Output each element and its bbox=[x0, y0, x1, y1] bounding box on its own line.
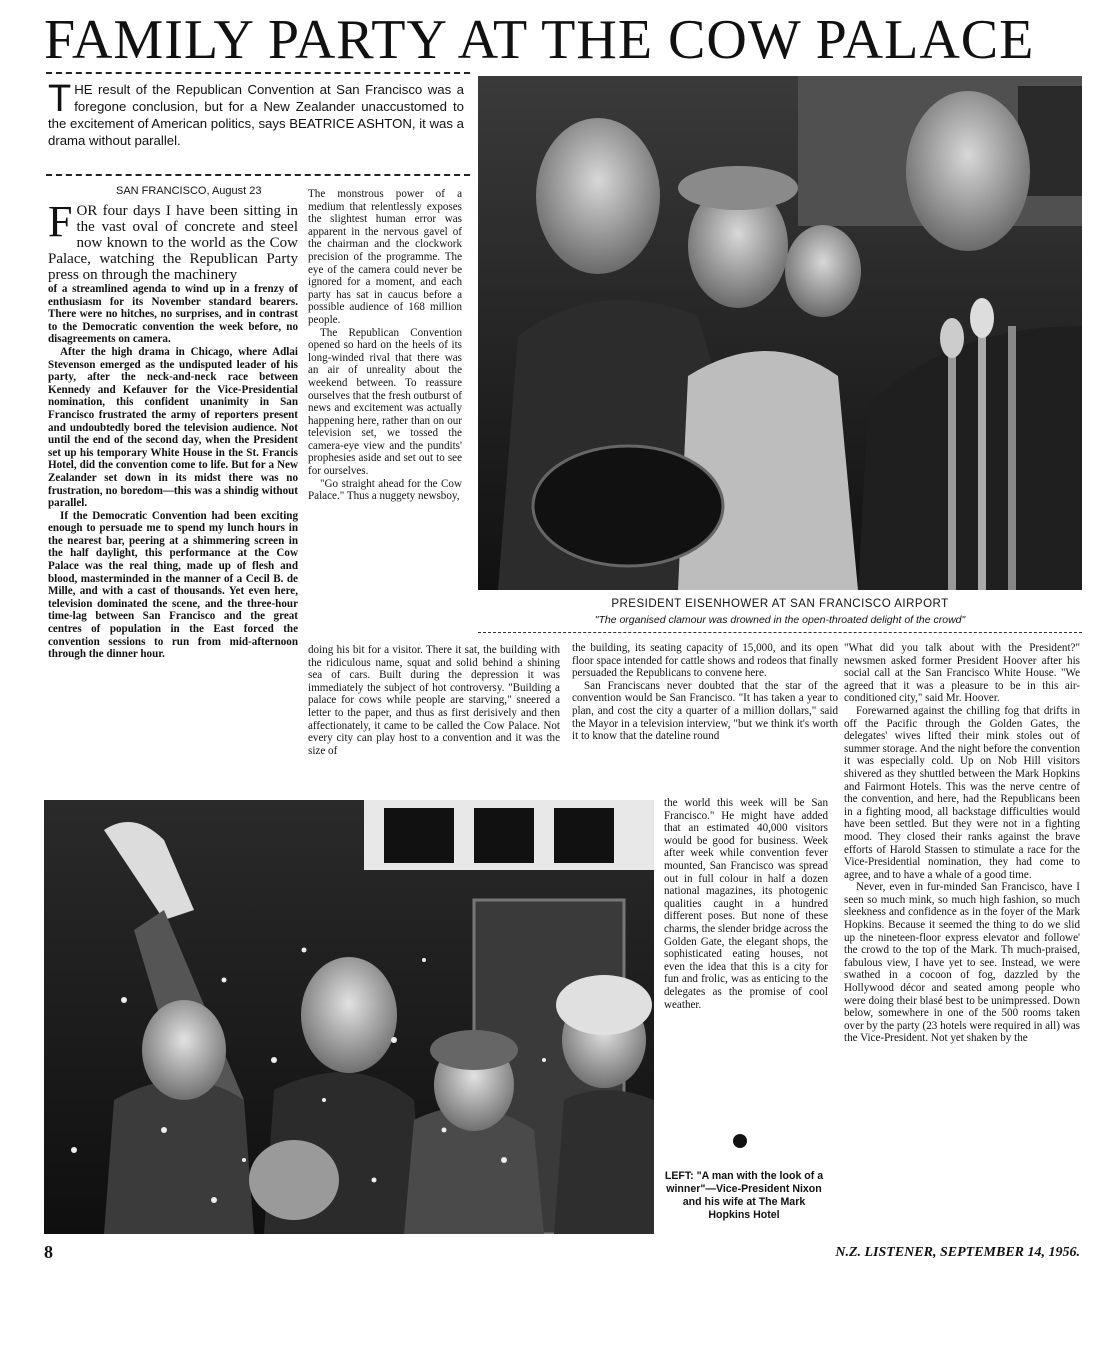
col2-paragraph-2: The Republican Convention opened so hard on the heels of its long-winded rival that there was an air of unreality about the weekend between. To reassure ourselves that the fresh outburst of news and excitement was actually happening here, rather than on our television set, we tossed the camera-eye view and the pundits' prophesies aside and set out to see for ourselves. bbox=[308, 326, 462, 478]
col2-paragraph-3: "Go straight ahead for the Cow Palace." Thus a nuggety newsboy, bbox=[308, 477, 462, 503]
col2-paragraph-1: The monstrous power of a medium that relentlessly exposes the slightest human error was apparent in the nervous gavel of the chairman and the clockwork precision of the programme. The eye of the camera could never be ignored for a moment, and each party has sat in caucus before a possible audience of 168 million people. bbox=[308, 188, 462, 326]
standfirst-initial: T bbox=[48, 78, 72, 120]
col3-paragraph-1: the building, its seating capacity of 15,000, and its open floor space intended for cattle shows and rodeos that finally persuaded the Republicans to convene here. bbox=[572, 642, 838, 680]
bullet-ornament bbox=[733, 1134, 747, 1148]
photo-nixon-caption: LEFT: "A man with the look of a winner"—Vice-President Nixon and his wife at The Mark Hopkins Hotel bbox=[664, 1170, 824, 1221]
standfirst-text: HE result of the Republican Convention at San Francisco was a foregone conclusion, but for a New Zealander unaccustomed to the excitement of American politics, says BEATRICE ASHTON, it was a drama without parallel. bbox=[48, 82, 464, 148]
col1-paragraph-3: If the Democratic Convention had been exciting enough to persuade me to spend my lunch hours in the nearest bar, peering at a shimmering screen in the half daylight, this performance at the Cow Palace was the real thing, made up of flesh and blood, masterminded in the manner of a Cecil B. de Mille, and with a cast of thousands. Yet even here, television dominated the scene, and the three-hour time-lag between San Francisco and the great centres of population in the East forced the convention sessions to run from mid-afternoon through the dinner hour. bbox=[48, 509, 298, 661]
photo-caption-title: PRESIDENT EISENHOWER AT SAN FRANCISCO AIRPORT bbox=[611, 598, 949, 610]
col3-narrow-paragraph: the world this week will be San Francisco." He might have added that an estimated 40,000 visitors would be good for business. Week after week while convention fever mounted, San Francisco was spread out in full colour in half a dozen national magazines, its photogenic qualities caught in a hundred different poses. But none of these charms, the slender bridge across the Golden Gate, the elegant shops, the sophisticated eating houses, not even the idea that this is a city for fun and frolic, was as enticing to the delegates as the promise of cool weather. bbox=[664, 797, 828, 1011]
photo-eisenhower-airport bbox=[478, 76, 1082, 590]
photo-nixon-illustration bbox=[44, 800, 654, 1234]
dateline: SAN FRANCISCO, August 23 bbox=[116, 185, 262, 197]
page-number: 8 bbox=[44, 1242, 53, 1262]
col4-paragraph-2: Forewarned against the chilling fog that drifts in off the Pacific through the Golden Gates, the delegates' wives lifted their mink stoles out of summer storage. And the night before the convention it was especially cold. Up on Nob Hill visitors shivered as they shuttled between the Mark Hopkins and Fairmont Hotels. This was the nerve centre of the convention, and here, had the Republicans been in a fighting mood, all backstage difficulties would have been settled. But they were not in a fighting mood. They closed their ranks against the brave efforts of Harold Stassen to stimulate a race for the Vice-Presidential nomination, they had come to agree, and to have a whale of a good time. bbox=[844, 704, 1080, 881]
headline: FAMILY PARTY AT THE COW PALACE bbox=[44, 9, 1035, 71]
drop-cap: F bbox=[48, 203, 73, 246]
standfirst bbox=[48, 78, 464, 149]
column-4 bbox=[844, 642, 1080, 1236]
photo-eisenhower-illustration bbox=[478, 76, 1082, 590]
caption-rule bbox=[478, 632, 1082, 633]
publication-footer: N.Z. LISTENER, SEPTEMBER 14, 1956. bbox=[835, 1245, 1080, 1260]
rule-under-standfirst bbox=[46, 174, 470, 176]
column-3-continued bbox=[664, 797, 828, 1137]
col3-paragraph-2: San Franciscans never doubted that the star of the convention would be San Francisco. "It has taken a year to plan, and cost the city a quarter of a million dollars," said the Mayor in a television interview, "but we think it's worth it to know that the dateline round bbox=[572, 679, 838, 743]
column-1 bbox=[48, 203, 298, 795]
col1-paragraph-1: of a streamlined agenda to wind up in a frenzy of enthusiasm for its November standard bearers. There were no hitches, no surprises, and in contrast to the Democratic convention the week before, no disagreements on camera. bbox=[48, 283, 298, 346]
column-2 bbox=[308, 188, 462, 644]
col1-paragraph-2: After the high drama in Chicago, where Adlai Stevenson emerged as the undisputed leader of his party, after the neck-and-neck race between Kennedy and Kefauver for the Vice-Presidential nomination, this confident unanimity in San Francisco frustrated the army of reporters present and undoubtedly bored the television audience. Not until the end of the second day, when the President set up his temporary White House in the St. Francis Hotel, did the convention come to life. But for a New Zealander set down in its midst there was no frustration, no boredom—this was a shindig without parallel. bbox=[48, 345, 298, 510]
lead-text: OR four days I have been sitting in the vast oval of concrete and steel now known to the world as the Cow Palace, watching the Republican Party press on through the machinery bbox=[48, 203, 298, 283]
photo-nixon-mark-hopkins bbox=[44, 800, 654, 1234]
column-2-continued bbox=[308, 644, 560, 796]
column-3 bbox=[572, 642, 838, 796]
lead-paragraph bbox=[48, 203, 298, 283]
col4-paragraph-1: "What did you talk about with the President?" newsmen asked former President Hoover after his social call at the San Francisco White House. "We agreed that it was a pleasure to be in this air-conditioned city," said Mr. Hoover. bbox=[844, 642, 1080, 705]
rule-under-headline bbox=[46, 72, 470, 74]
col2-wide-paragraph: doing his bit for a visitor. There it sat, the building with the ridiculous name, squat and solid behind a shining sea of cars. Built during the depression it was immediately the subject of hot controversy. "Building a palace for cows while people are starving," sneered a letter to the paper, and thus as first derisively and then affectionately, it came to be called the Cow Palace. Not every city can play host to a convention and it was the size of bbox=[308, 644, 560, 757]
photo-caption-quote: "The organised clamour was drowned in the open-throated delight of the crowd" bbox=[594, 614, 966, 626]
col4-paragraph-3: Never, even in fur-minded San Francisco, have I seen so much mink, so much high fashion, so much sleekness and confidence as in the foyer of the Mark Hopkins. Because it seemed the thing to do we slid up the nineteen-floor express elevator and followe' the crowd to the top of the Mark. Th much-praised, fabulous view, I have yet to see. Instead, we were swathed in a cocoon of fog, dazzled by the Hollywood décor and seated among people who were doing their blasé best to be unimpressed. Down below, somewhere in one of the 500 rooms taken over by the party (23 hotels were required in all) was the Vice-President. Not yet shaken by the bbox=[844, 881, 1080, 1045]
